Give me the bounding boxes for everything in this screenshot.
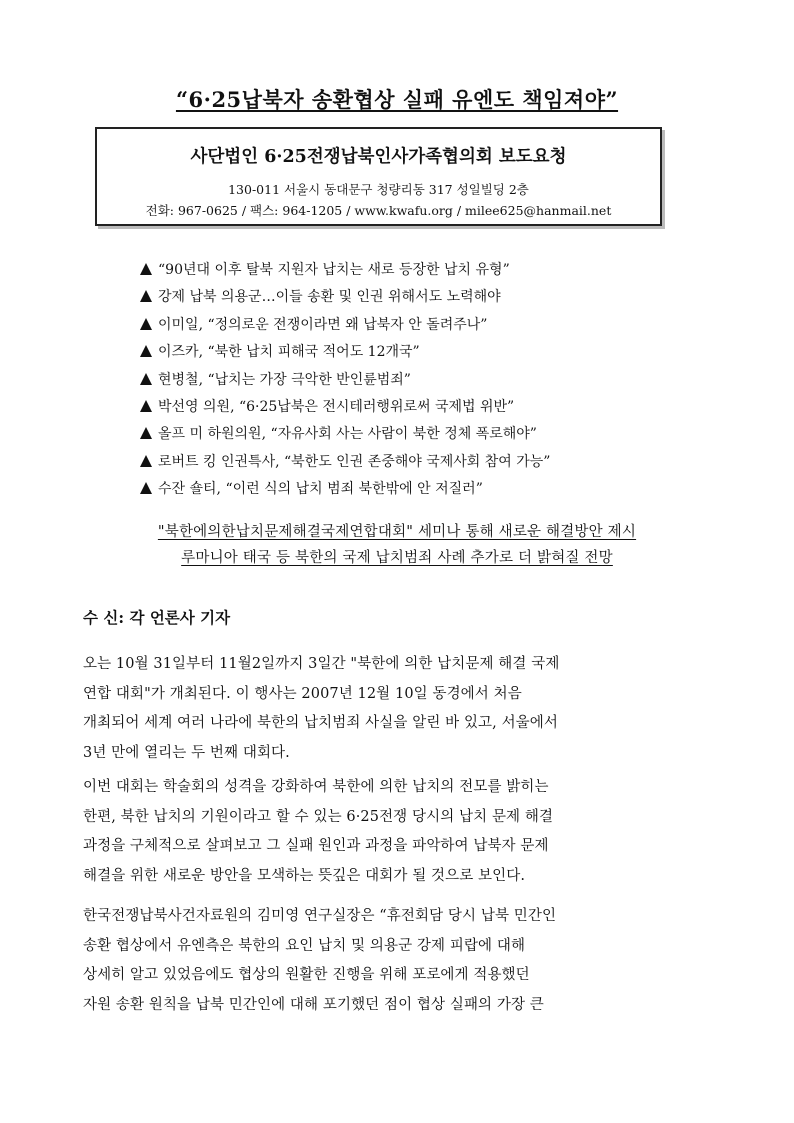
triangle-bullet-icon bbox=[140, 427, 152, 439]
headline-text: “90년대 이후 탈북 지원자 납치는 새로 등장한 납치 유형” bbox=[158, 262, 510, 278]
headline-item bbox=[140, 423, 700, 450]
headline-item bbox=[140, 478, 700, 505]
org-address: 130-011 서울시 동대문구 청량리동 317 성일빌딩 2층 bbox=[228, 182, 529, 197]
headline-text: 로버트 킹 인권특사, “북한도 인권 존중해야 국제사회 참여 가능” bbox=[158, 453, 551, 470]
headline-item bbox=[140, 451, 700, 478]
triangle-bullet-icon bbox=[140, 373, 152, 385]
headline-item bbox=[140, 314, 700, 341]
headline-text: 현병철, “납치는 가장 극악한 반인륜범죄” bbox=[158, 371, 411, 388]
subheading-text: 루마니아 태국 등 북한의 국제 납치범죄 사례 추가로 더 밝혀질 전망 bbox=[181, 550, 613, 566]
headline-item bbox=[140, 369, 700, 396]
headline-text: 이즈카, “북한 납치 피해국 적어도 12개국” bbox=[158, 344, 420, 361]
headline-item bbox=[140, 396, 700, 423]
paragraph-2 bbox=[83, 775, 673, 893]
headline-text: 수잔 숄티, “이런 식의 납치 범죄 북한밖에 안 저질러” bbox=[158, 481, 483, 498]
triangle-bullet-icon bbox=[140, 263, 152, 275]
headline-item bbox=[140, 286, 700, 313]
triangle-bullet-icon bbox=[140, 290, 152, 302]
paragraph-line: 자원 송환 원칙을 납북 민간인에 대해 포기했던 점이 협상 실패의 가장 큰 bbox=[83, 996, 544, 1013]
paragraph-line: 한국전쟁납북사건자료원의 김미영 연구실장은 “휴전회담 당시 납북 민간인 bbox=[83, 908, 557, 924]
paragraph-3 bbox=[83, 904, 673, 1022]
headline-text: 이미일, “정의로운 전쟁이라면 왜 납북자 안 돌려주나” bbox=[158, 316, 488, 333]
paragraph-1 bbox=[83, 652, 673, 770]
header-box bbox=[95, 127, 662, 226]
headline-list bbox=[140, 259, 700, 506]
document-title bbox=[0, 84, 794, 114]
subheading-1 bbox=[0, 520, 794, 541]
triangle-bullet-icon bbox=[140, 318, 152, 330]
headline-text: 강제 납북 의용군…이들 송환 및 인권 위해서도 노력해야 bbox=[158, 289, 501, 306]
subheading-text: "북한에의한납치문제해결국제연합대회" 세미나 통해 새로운 해결방안 제시 bbox=[157, 524, 637, 540]
triangle-bullet-icon bbox=[140, 400, 152, 412]
triangle-bullet-icon bbox=[140, 345, 152, 357]
triangle-bullet-icon bbox=[140, 455, 152, 467]
title-text: “6·25납북자 송환협상 실패 유엔도 책임져야” bbox=[175, 87, 619, 112]
paragraph-line: 한편, 북한 납치의 기원이라고 할 수 있는 6·25전쟁 당시의 납치 문제 해결 bbox=[83, 808, 554, 825]
paragraph-line: 송환 협상에서 유엔측은 북한의 요인 납치 및 의용군 강제 피랍에 대해 bbox=[83, 937, 526, 954]
org-contact: 전화: 967-0625 / 팩스: 964-1205 / www.kwafu.org / milee625@hanmail.net bbox=[145, 203, 612, 218]
subheading-2 bbox=[0, 546, 794, 567]
headline-item bbox=[140, 341, 700, 368]
paragraph-line: 연합 대회"가 개최된다. 이 행사는 2007년 12월 10일 동경에서 처음 bbox=[83, 685, 522, 702]
paragraph-line: 개최되어 세계 여러 나라에 북한의 납치범죄 사실을 알린 바 있고, 서울에서 bbox=[83, 715, 559, 731]
paragraph-line: 3년 만에 열리는 두 번째 대회다. bbox=[83, 744, 290, 761]
triangle-bullet-icon bbox=[140, 482, 152, 494]
paragraph-line: 해결을 위한 새로운 방안을 모색하는 뜻깊은 대회가 될 것으로 보인다. bbox=[83, 867, 526, 884]
org-name: 사단법인 6·25전쟁납북인사가족협의회 보도요청 bbox=[190, 147, 567, 167]
paragraph-line: 과정을 구체적으로 살펴보고 그 실패 원인과 과정을 파악하여 납북자 문제 bbox=[83, 838, 549, 854]
recipient-line: 수 신: 각 언론사 기자 bbox=[83, 608, 231, 627]
headline-text: 박선영 의원, “6·25납북은 전시테러행위로써 국제법 위반” bbox=[158, 398, 515, 415]
headline-item bbox=[140, 259, 700, 286]
headline-text: 올프 미 하원의원, “자유사회 사는 사람이 북한 정체 폭로해야” bbox=[158, 426, 537, 443]
paragraph-line: 상세히 알고 있었음에도 협상의 원활한 진행을 위해 포로에게 적용했던 bbox=[83, 967, 530, 983]
paragraph-line: 이번 대회는 학술회의 성격을 강화하여 북한에 의한 납치의 전모를 밝히는 bbox=[83, 779, 549, 795]
paragraph-line: 오는 10월 31일부터 11월2일까지 3일간 "북한에 의한 납치문제 해결 국제 bbox=[83, 656, 560, 672]
